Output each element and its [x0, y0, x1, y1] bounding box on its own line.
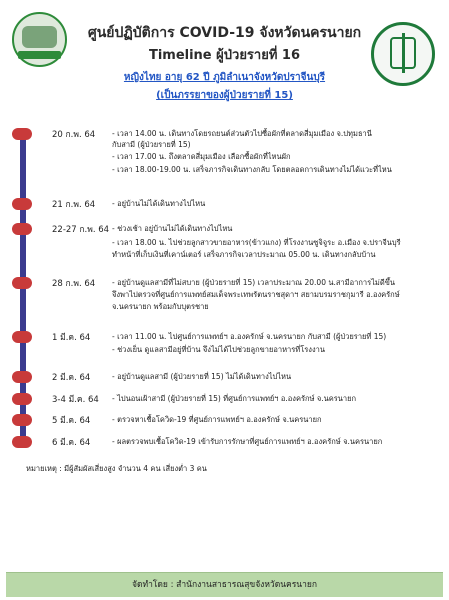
timeline-dot	[12, 393, 32, 405]
timeline-dot	[12, 223, 32, 235]
entry-line: กับสามี (ผู้ป่วยรายที่ 15)	[112, 140, 191, 149]
entry-line: - เวลา 18.00 น. ไปช่วยลูกสาวขายอาหาร(ข้าวแกง) ที่โรงงานซูจิจูระ อ.เมือง จ.ปราจีนบุรี	[112, 238, 401, 247]
timeline-title: Timeline ผู้ป่วยรายที่ 16	[148, 48, 301, 63]
note: หมายเหตุ : มีผู้สัมผัสเสี่ยงสูง จำนวน 4 คน เสี่ยงต่ำ 3 คน	[26, 464, 207, 473]
entry-line: - อยู่บ้านไม่ได้เดินทางไปไหน	[112, 199, 206, 208]
entry-line: - อยู่บ้านดูแลสามีที่ไม่สบาย (ผู้ป่วยรายที่ 15) เวลาประมาณ 20.00 น.สามีอาการไม่ดีขึ้น	[112, 278, 395, 287]
page-title: ศูนย์ปฏิบัติการ COVID-19 จังหวัดนครนายก	[87, 25, 362, 41]
entry-line: - อยู่บ้านดูแลสามี (ผู้ป่วยรายที่ 15) ไม่ได้เดินทางไปไหน	[112, 372, 292, 381]
entry-line: - ช่วงเช้า อยู่บ้านไม่ได้เดินทางไปไหน	[112, 224, 233, 233]
header	[0, 0, 449, 100]
entry-line: - เวลา 18.00-19.00 น. เสร็จภารกิจเดินทางกลับ โดยตลอดการเดินทางไม่ได้แวะที่ไหน	[112, 165, 392, 174]
entry-line: - ผลตรวจพบเชื้อโควิด-19 เข้ารับการรักษาที่ศูนย์การแพทย์ฯ อ.องครักษ์ จ.นครนายก	[112, 437, 383, 446]
timeline-dot	[12, 436, 32, 448]
entry-date: 20 ก.พ. 64	[52, 130, 96, 140]
entry-line: - เวลา 17.00 น. ถึงตลาดสี่มุมเมือง เลือกซื้อผักที่ไหนผัก	[112, 152, 291, 161]
timeline-dot	[12, 331, 32, 343]
entry-date: 22-27 ก.พ. 64	[52, 225, 110, 235]
timeline-dot	[12, 371, 32, 383]
entry-date: 5 มี.ค. 64	[52, 416, 91, 426]
entry-line: - เวลา 11.00 น. ไปศูนย์การแพทย์ฯ อ.องครักษ์ จ.นครนายก กับสามี (ผู้ป่วยรายที่ 15)	[112, 332, 387, 341]
entry-date: 28 ก.พ. 64	[52, 279, 96, 289]
entry-line: - ไปนอนเฝ้าสามี (ผู้ป่วยรายที่ 15) ที่ศูนย์การแพทย์ฯ อ.องครักษ์ จ.นครนายก	[112, 394, 357, 403]
timeline-dot	[12, 414, 32, 426]
entry-line: - เวลา 14.00 น. เดินทางโดยรถยนต์ส่วนตัวไปซื้อผักที่ตลาดสี่มุมเมือง จ.ปทุมธานี	[112, 129, 372, 138]
entry-line: - ตรวจหาเชื้อโควิด-19 ที่ศูนย์การแพทย์ฯ อ.องครักษ์ จ.นครนายก	[112, 415, 322, 424]
entry-date: 2 มี.ค. 64	[52, 373, 91, 383]
entry-line: - ช่วงเย็น ดูแลสามีอยู่ที่บ้าน จึงไม่ได้ไปช่วยลูกขายอาหารที่โรงงาน	[112, 345, 325, 354]
entry-line: ทำหน้าที่เก็บเงินที่เคาน์เตอร์ เสร็จภารกิจเวลาประมาณ 05.00 น. เดินทางกลับบ้าน	[112, 250, 376, 259]
entry-line: จึงพาไปตรวจที่ศูนย์การแพทย์สมเด็จพระเทพรัตนราชสุดาฯ สยามบรมราชกุมารี อ.องครักษ์	[112, 290, 400, 299]
entry-line: จ.นครนายก พร้อมกับบุตรชาย	[112, 302, 209, 311]
entry-date: 21 ก.พ. 64	[52, 200, 96, 210]
timeline-dot	[12, 198, 32, 210]
footer	[6, 572, 443, 597]
entry-date: 6 มี.ค. 64	[52, 438, 91, 448]
footer-credit: จัดทำโดย : สำนักงานสาธารณสุขจังหวัดนครนายก	[131, 580, 318, 590]
timeline-dot	[12, 277, 32, 289]
entry-date: 3-4 มี.ค. 64	[52, 395, 99, 405]
entry-date: 1 มี.ค. 64	[52, 333, 91, 343]
timeline-dot	[12, 128, 32, 140]
patient-description: หญิงไทย อายุ 62 ปี ภูมิลำเนาจังหวัดปราจีนบุรี	[123, 72, 326, 83]
patient-relation: (เป็นภรรยาของผู้ป่วยรายที่ 15)	[156, 90, 293, 101]
